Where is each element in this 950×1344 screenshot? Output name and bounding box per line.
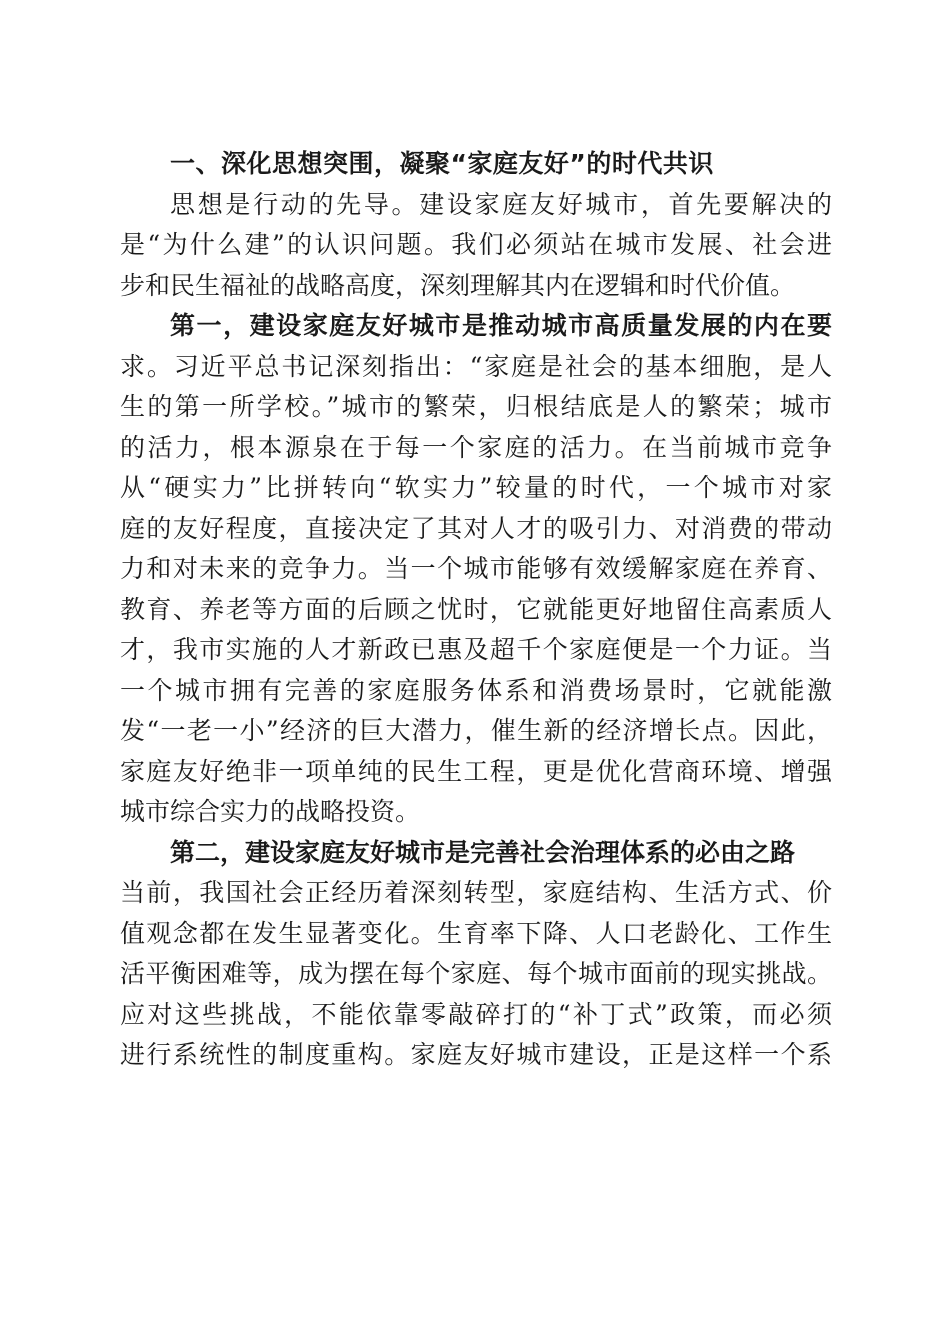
- paragraph-line: 当前，我国社会正经历着深刻转型，家庭结构、生活方式、价: [120, 878, 832, 907]
- paragraph-line: 发“一老一小”经济的巨大潜力，催生新的经济增长点。因此，: [120, 716, 832, 745]
- paragraph-line: 活平衡困难等，成为摆在每个家庭、每个城市面前的现实挑战。: [120, 959, 832, 988]
- document-body: [120, 144, 832, 1076]
- paragraph-line: 是“为什么建”的认识问题。我们必须站在城市发展、社会进: [120, 230, 832, 259]
- paragraph-line: 教育、养老等方面的后顾之忧时，它就能更好地留住高素质人: [120, 594, 832, 624]
- paragraph-line: 求。习近平总书记深刻指出：“家庭是社会的基本细胞，是人: [120, 351, 832, 381]
- paragraph-line: 应对这些挑战，不能依靠零敲碎打的“补丁式”政策，而必须: [120, 999, 832, 1029]
- paragraph-line: 步和民生福祉的战略高度，深刻理解其内在逻辑和时代价值。: [120, 270, 796, 300]
- paragraph-line: 思想是行动的先导。建设家庭友好城市，首先要解决的: [170, 189, 832, 219]
- paragraph-line: 的活力，根本源泉在于每一个家庭的活力。在当前城市竞争: [120, 432, 832, 462]
- paragraph-line: 一个城市拥有完善的家庭服务体系和消费场景时，它就能激: [120, 675, 832, 705]
- paragraph-line: 家庭友好绝非一项单纯的民生工程，更是优化营商环境、增强: [120, 756, 832, 786]
- paragraph-line: 生的第一所学校。”城市的繁荣，归根结底是人的繁荣；城市: [120, 392, 832, 421]
- paragraph-line: 才，我市实施的人才新政已惠及超千个家庭便是一个力证。当: [120, 635, 832, 664]
- paragraph-line: 进行系统性的制度重构。家庭友好城市建设，正是这样一个系: [120, 1040, 832, 1069]
- paragraph-line: 力和对未来的竞争力。当一个城市能够有效缓解家庭在养育、: [120, 554, 832, 583]
- section-heading: 一、深化思想突围，凝聚“家庭友好”的时代共识: [170, 149, 714, 178]
- paragraph-line: 庭的友好程度，直接决定了其对人才的吸引力、对消费的带动: [120, 513, 832, 543]
- paragraph-line: 城市综合实力的战略投资。: [120, 797, 421, 826]
- paragraph-lead-line: 第二，建设家庭友好城市是完善社会治理体系的必由之路: [170, 837, 796, 867]
- paragraph-line: 值观念都在发生显著变化。生育率下降、人口老龄化、工作生: [120, 918, 832, 948]
- paragraph-lead-line: 第一，建设家庭友好城市是推动城市高质量发展的内在要: [170, 311, 832, 340]
- paragraph-line: 从“硬实力”比拼转向“软实力”较量的时代，一个城市对家: [120, 473, 832, 502]
